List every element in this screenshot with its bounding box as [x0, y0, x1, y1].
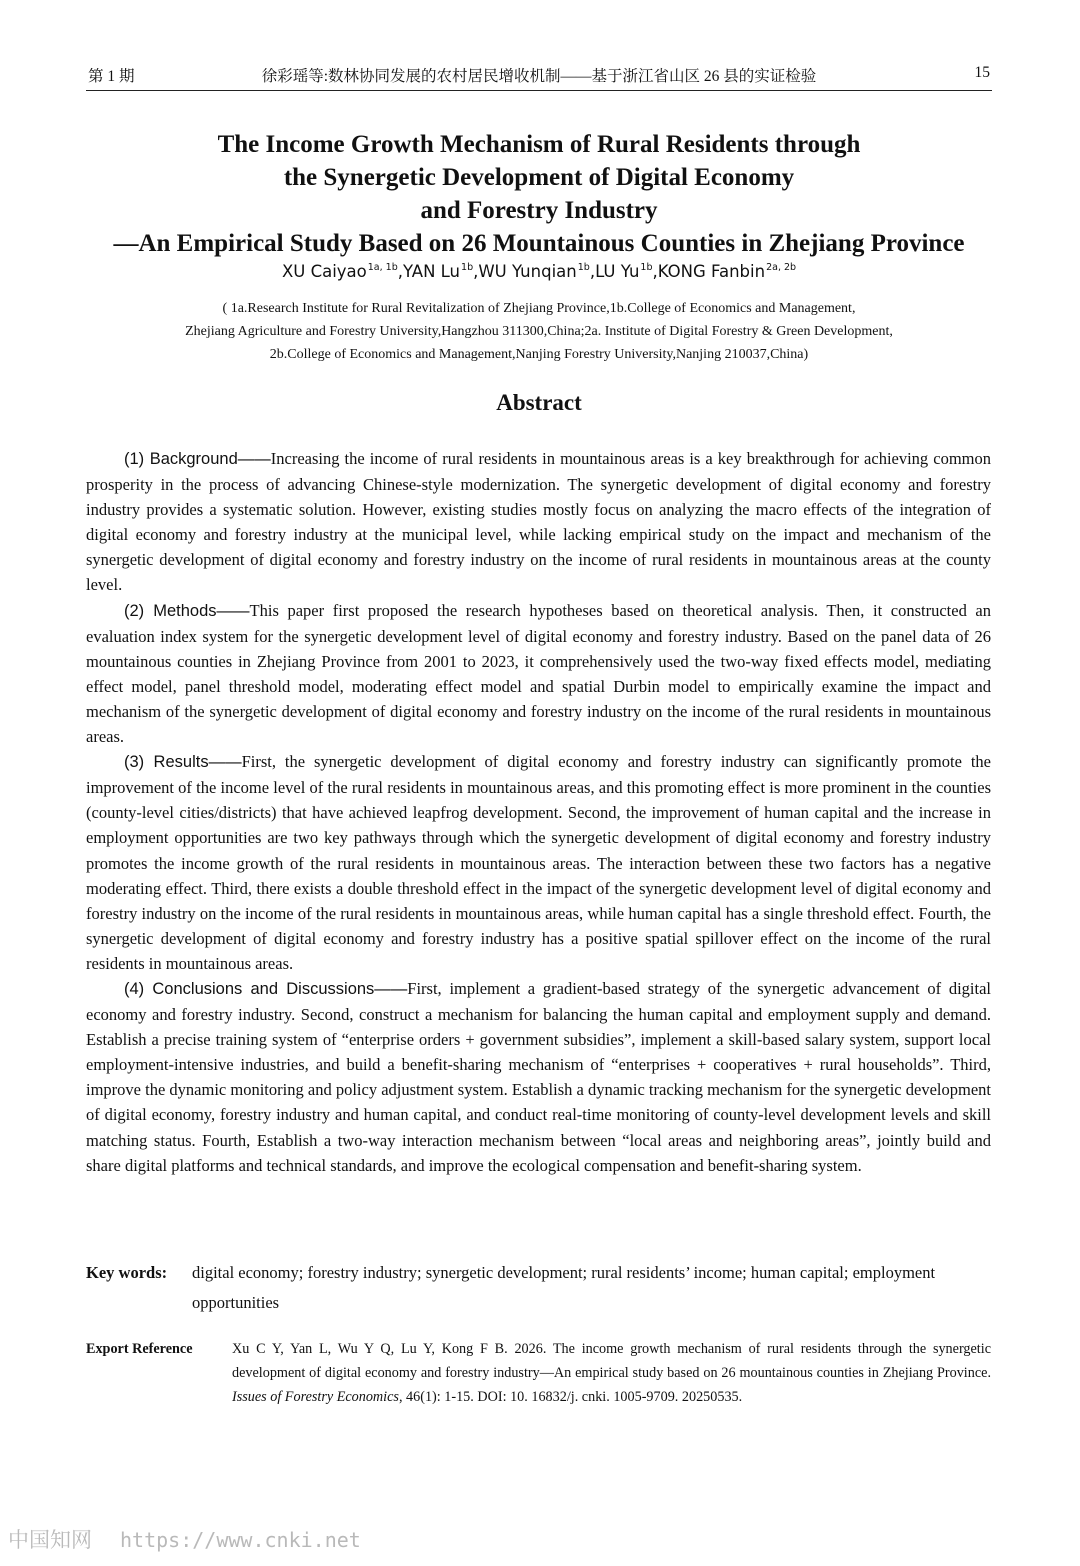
section-label: (4) Conclusions and Discussions—— [124, 979, 408, 998]
abstract-paragraph-results [86, 749, 991, 976]
affiliations [86, 297, 992, 366]
paragraph-text: First, the synergetic development of digital economy and forestry industry can significantly promote the improvement of the income level of the rural residents in mountainous areas, and this promoting effect is more prominent in the counties (county-level cities/districts) that have achieved leapfrog development. Second, the improvement of human capital and the increase in employment opportunities are two key pathways through which the synergetic development of digital economy and forestry industry promotes the income growth of the rural residents in mountainous areas. The interaction between these two factors has a negative moderating effect. Third, there exists a double threshold effect in the impact of the synergetic development level of digital economy and forestry industry on the income of the rural residents in mountainous areas, while human capital has a single threshold effect. Fourth, the synergetic development of digital economy and forestry industry has a positive spatial spillover effect on the income of the rural residents in mountainous areas. [86, 752, 991, 973]
author-affiliation-mark: 1a, 1b [367, 262, 398, 273]
author-name: LU Yu [595, 262, 640, 281]
watermark-site-name: 中国知网 [8, 1528, 92, 1552]
cnki-watermark [8, 1524, 361, 1554]
export-reference [86, 1337, 991, 1409]
journal-name: Issues of Forestry Economics [232, 1389, 399, 1405]
running-header [86, 60, 992, 91]
author-name: YAN Lu [402, 262, 461, 281]
paragraph-text: Increasing the income of rural residents in mountainous areas is a key breakthrough for achieving common prosperity in the process of advancing Chinese-style modernization. The synergetic development of digital economy and forestry industry provides a systematic solution. However, existing studies mostly focus on analyzing the macro effects of the integration of digital economy and forestry industry at the municipal level, while lacking empirical study on the impact and mechanism of the synergetic development of digital economy and forestry industry on the income of rural residents in mountainous areas at the county level. [86, 449, 991, 595]
page-number: 15 [974, 64, 990, 81]
section-label: (3) Results—— [124, 753, 242, 772]
author-name: XU Caiyao [281, 262, 367, 281]
article-title [86, 128, 992, 260]
title-line: The Income Growth Mechanism of Rural Residents through [217, 131, 861, 158]
author-affiliation-mark: 1b [640, 262, 653, 273]
title-line: and Forestry Industry [420, 197, 658, 224]
running-title: 徐彩瑶等:数林协同发展的农村居民增收机制——基于浙江省山区 26 县的实证检验 [261, 68, 817, 85]
keywords [86, 1258, 991, 1318]
abstract-paragraph-methods [86, 598, 991, 750]
author-list: XU Caiyao$^{1a, 1b}$,YAN $Lu^{1b},WU$ Yunqian$^{1b}$,LU $Yu^{1b},KONG$ Fanbin$^{2a, 2b}$ [281, 262, 797, 281]
section-label: (2) Methods—— [124, 601, 250, 620]
affiliation-line: ( 1a.Research Institute for Rural Revitalization of Zhejiang Province,1b.College of Economics and Management, [222, 301, 856, 316]
abstract-paragraph-conclusions [86, 976, 991, 1178]
export-reference-label: Export Reference [86, 1341, 193, 1357]
article-subtitle: —An Empirical Study Based on 26 Mountainous Counties in Zhejiang Province [113, 230, 965, 257]
keywords-text: digital economy; forestry industry; synergetic development; rural residents’ income; human capital; employment opportunities [192, 1263, 936, 1312]
author-affiliation-mark: 2a, 2b [766, 262, 797, 273]
title-line: the Synergetic Development of Digital Economy [283, 164, 795, 191]
issue-number: 第 1 期 [88, 68, 135, 85]
author-name: WU Yunqian [478, 262, 577, 281]
paragraph-text: This paper first proposed the research hypotheses based on theoretical analysis. Then, it constructed an evaluation index system for the synergetic development level of digital economy and forestry industry. Based on the panel data of 26 mountainous counties in Zhejiang Province from 2001 to 2023, it comprehensively used the two-way fixed effects model, mediating effect model, panel threshold model, moderating effect model and spatial Durbin model to empirically examine the impact and mechanism of the synergetic development of digital economy and forestry industry on the income of the rural residents in mountainous areas. [86, 600, 992, 747]
affiliation-line: 2b.College of Economics and Management,Nanjing Forestry University,Nanjing 210037,China) [269, 347, 809, 362]
abstract-body [86, 446, 991, 1178]
author-name: KONG Fanbin [657, 262, 766, 281]
abstract-heading: Abstract [496, 390, 582, 415]
export-reference-text [232, 1337, 991, 1409]
section-label: (1) Background—— [124, 450, 271, 468]
author-affiliation-mark: 1b [461, 262, 474, 273]
abstract-paragraph-background [86, 446, 991, 598]
keywords-label: Key words: [86, 1263, 168, 1282]
watermark-url: https://www.cnki.net [120, 1528, 361, 1552]
paragraph-text: First, implement a gradient-based strategy of the synergetic advancement of digital economy and forestry industry. Second, construct a mechanism for balancing the human capital and employment supply and demand. Establish a precise training system of “enterprise orders + government subsidies”, implement a skill-based salary system, support local employment-intensive industries, and build a benefit-sharing mechanism of “enterprises + cooperatives + rural households”. Third, improve the dynamic monitoring and policy adjustment system. Establish a dynamic tracking mechanism for the synergetic development of digital economy, forestry industry and human capital, and conduct real-time monitoring of county-level development levels and skill matching status. Fourth, Establish a two-way interaction mechanism between “local areas and neighboring areas”, jointly build and share digital platforms and technical standards, and improve the ecological compensation and benefit-sharing system. [86, 978, 991, 1175]
author-affiliation-mark: 1b [577, 262, 590, 273]
citation-details: , 46(1): 1-15. DOI: 10. 16832/j. cnki. 1005-9709. 20250535. [398, 1389, 743, 1405]
affiliation-line: Zhejiang Agriculture and Forestry University,Hangzhou 311300,China;2a. Institute of Digital Forestry & Green Development, [185, 324, 893, 339]
citation-text: Xu C Y, Yan L, Wu Y Q, Lu Y, Kong F B. 2026. The income growth mechanism of rural residents through the synergetic development of digital economy and forestry industry—An empirical study based on 26 mountainous counties in Zhejiang Province. [232, 1341, 991, 1381]
